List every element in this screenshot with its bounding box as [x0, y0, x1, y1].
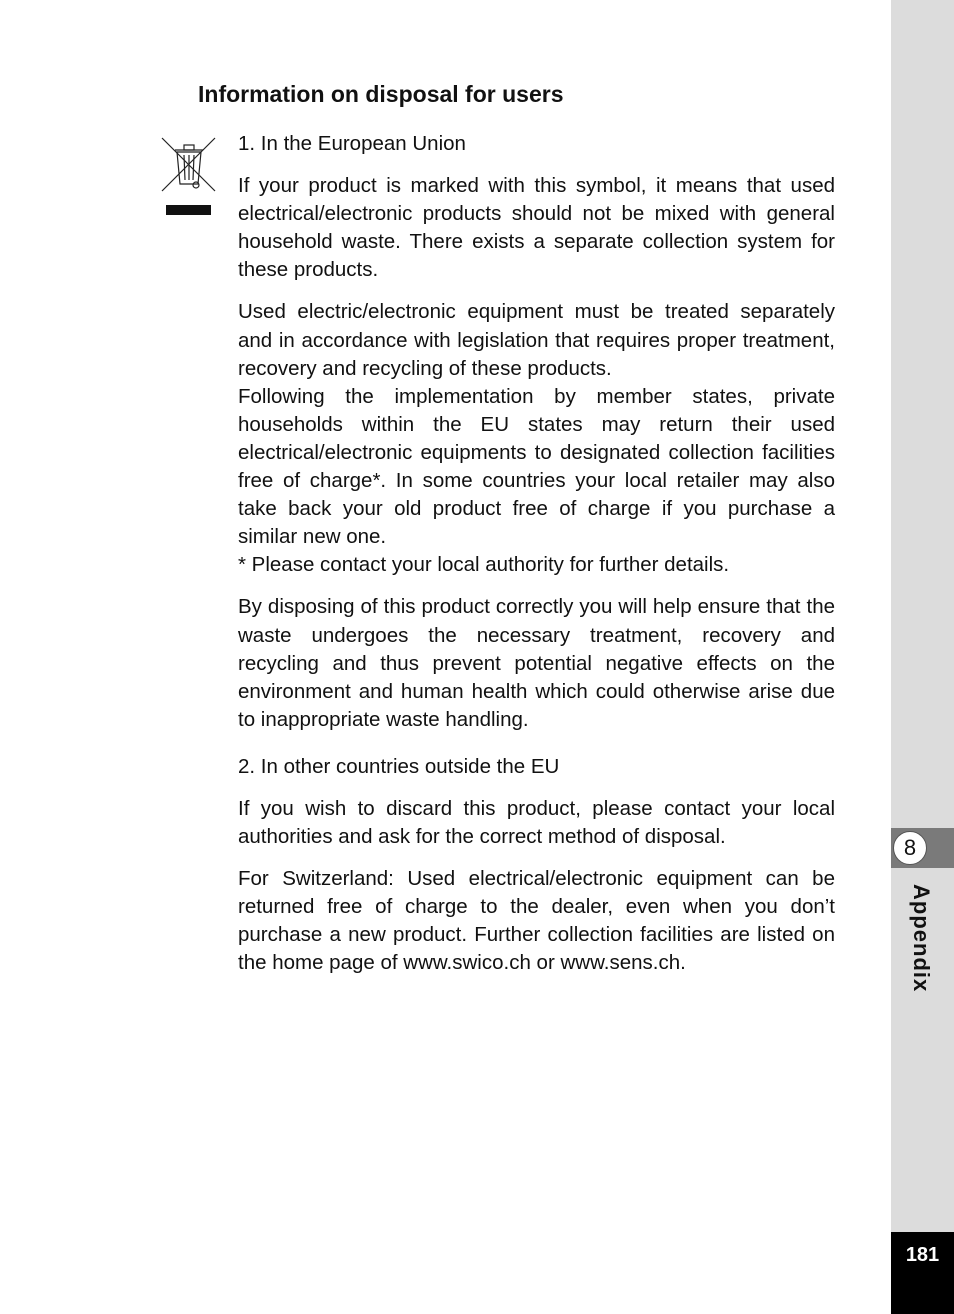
crossed-out-wheelie-bin-icon [160, 134, 218, 216]
chapter-label: Appendix [909, 884, 934, 993]
section-other-paragraph-1: If you wish to discard this product, please contact your local authorities and ask for the correct method of disposal. [238, 796, 835, 849]
content [238, 130, 835, 992]
section-eu-paragraph-4: By disposing of this product correctly you will help ensure that the waste undergoes the necessary treatment, recovery and recycling and thus prevent potential negative effects on the environment and human health which could otherwise arise due to inappropriate waste handling. [238, 595, 835, 731]
section-eu-paragraph-1: If your product is marked with this symbol, it means that used electrical/electronic products should not be mixed with general household waste. There exists a separate collection system for these products. [238, 174, 835, 282]
chapter-number: 8 [893, 831, 927, 865]
section-eu-title: 1. In the European Union [238, 132, 466, 155]
section-other-title: 2. In other countries outside the EU [238, 754, 560, 778]
section-eu-paragraph-2: Used electric/electronic equipment must be treated separately and in accordance with legislation that requires proper treatment, recovery and recycling of these products. [238, 300, 835, 380]
section-eu-footnote: * Please contact your local authority for further details. [238, 553, 730, 577]
page-number: 181 [891, 1232, 954, 1314]
sidebar [891, 0, 954, 1314]
section-eu-paragraph-3: Following the implementation by member states, private households within the EU states may return their used electrical/electronic equipments to designated collection facilities free of charge*. In some countries your local retailer may also take back your old product free of charge if you purchase a similar new one. [238, 384, 835, 549]
page-title: Information on disposal for users [198, 81, 564, 107]
section-other-paragraph-2: For Switzerland: Used electrical/electronic equipment can be returned free of charge to the dealer, even when you don’t purchase a new product. Further collection facilities are listed on the home page of www.swico.ch or www.sens.ch. [238, 867, 835, 975]
